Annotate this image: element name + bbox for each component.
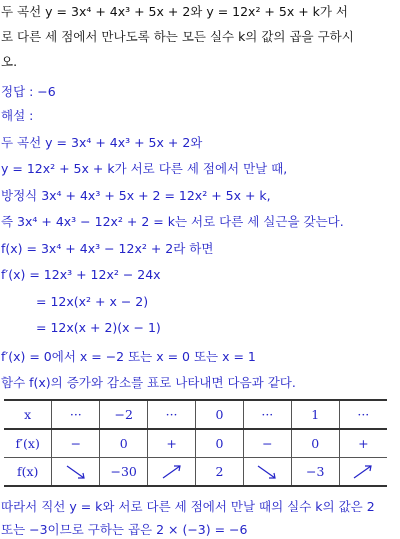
solution-line-4: 즉 3x⁴ + 4x³ − 12x² + 2 = k는 서로 다른 세 실근을 갖는다. [1,214,344,229]
table-cell: 2 [196,458,244,487]
problem-line-1: 두 곡선 y = 3x⁴ + 4x³ + 5x + 2와 y = 12x² + 5x + k가 서 [1,4,349,19]
solution-header: 해설 : [1,108,34,123]
table-cell: ··· [148,400,196,429]
solution-line-6: f′(x) = 12x³ + 12x² − 24x [1,267,161,282]
solution-line-8: = 12x(x + 2)(x − 1) [36,320,161,335]
table-cell: f(x) [4,458,52,487]
table-row-f [4,458,387,487]
table-cell: − [52,429,100,458]
table-cell: f′(x) [4,429,52,458]
problem-line-2: 로 다른 세 점에서 만나도록 하는 모든 실수 k의 값의 곱을 구하시 [1,29,354,44]
answer: 정답 : −6 [1,84,56,99]
conclusion-line-1: 따라서 직선 y = k와 서로 다른 세 점에서 만날 때의 실수 k의 값은 2 [1,499,375,514]
solution-line-2: y = 12x² + 5x + k가 서로 다른 세 점에서 만날 때, [1,161,288,176]
table-cell: + [148,429,196,458]
solution-line-3: 방정식 3x⁴ + 4x³ + 5x + 2 = 12x² + 5x + k, [1,188,271,203]
table-row-x [4,400,387,429]
table-cell: 0 [100,429,148,458]
solution-line-10: 함수 f(x)의 증가와 감소를 표로 나타내면 다음과 같다. [1,375,296,390]
increasing-arrow-icon [148,458,196,487]
decreasing-arrow-icon [243,458,291,487]
table-cell: 1 [291,400,339,429]
table-cell: − [243,429,291,458]
table-cell: −3 [291,458,339,487]
sign-table [4,399,387,487]
problem-line-3: 오. [1,54,18,69]
table-cell: ··· [243,400,291,429]
table-cell: ··· [52,400,100,429]
solution-line-7: = 12x(x² + x − 2) [36,294,149,309]
solution-line-5: f(x) = 3x⁴ + 4x³ − 12x² + 2라 하면 [1,241,214,256]
table-cell: −2 [100,400,148,429]
table-row-fprime [4,429,387,458]
table-cell: 0 [196,400,244,429]
table-cell: 0 [291,429,339,458]
table-cell: ··· [339,400,387,429]
decreasing-arrow-icon [52,458,100,487]
increasing-arrow-icon [339,458,387,487]
conclusion-line-2: 또는 −3이므로 구하는 곱은 2 × (−3) = −6 [1,522,248,537]
table-cell: + [339,429,387,458]
table-cell: x [4,400,52,429]
table-cell: 0 [196,429,244,458]
table-cell: −30 [100,458,148,487]
solution-line-9: f′(x) = 0에서 x = −2 또는 x = 0 또는 x = 1 [1,349,256,364]
solution-line-1: 두 곡선 y = 3x⁴ + 4x³ + 5x + 2와 [1,135,203,150]
